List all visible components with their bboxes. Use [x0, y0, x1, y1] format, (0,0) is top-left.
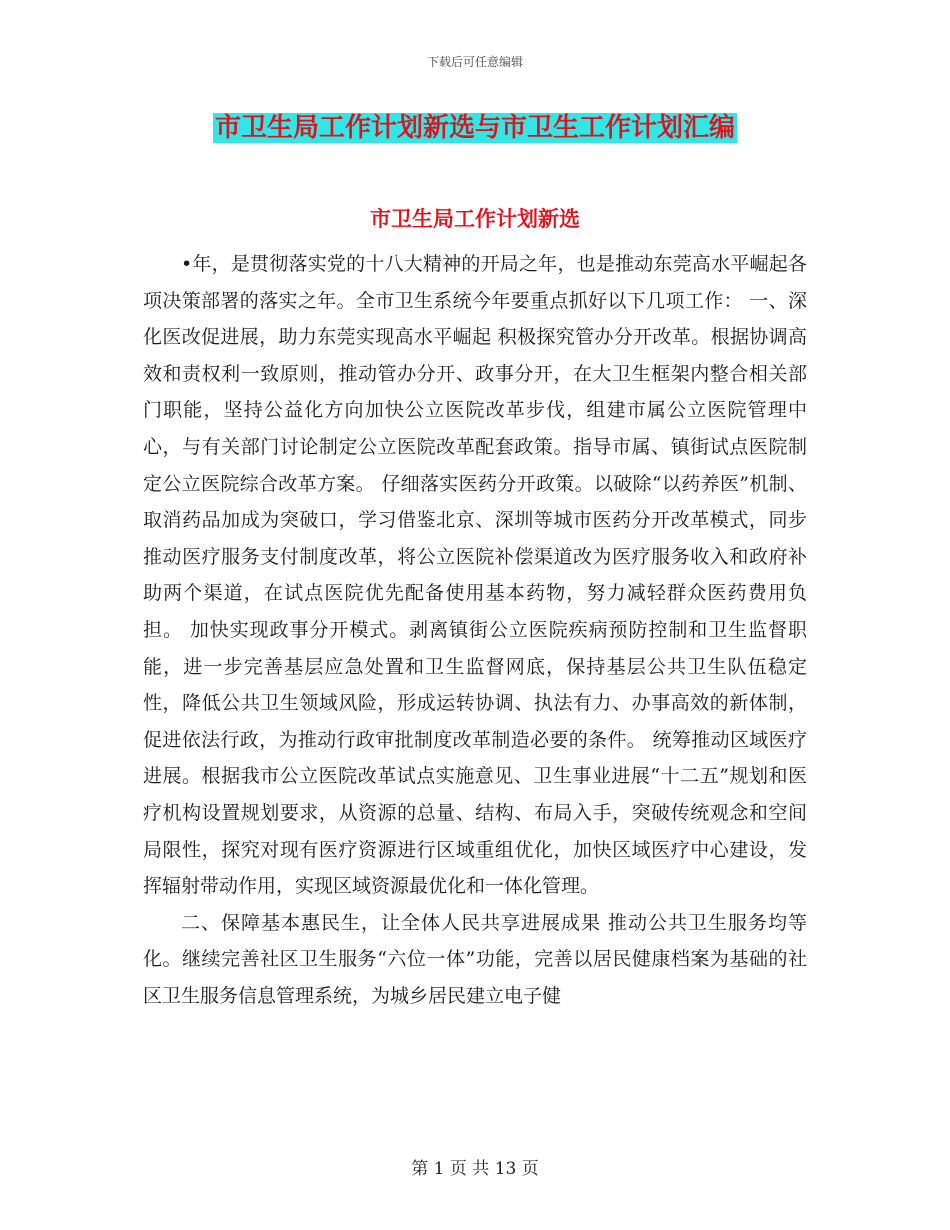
- body-paragraph-2: 二、保障基本惠民生，让全体人民共享进展成果 推动公共卫生服务均等化。继续完善社区卫生服务“六位一体”功能，完善以居民健康档案为基础的社区卫生服务信息管理系统，为城乡居民建立电子健: [143, 911, 807, 1007]
- page-number-footer: 第 1 页 共 13 页: [411, 1159, 539, 1179]
- body-paragraph-1: •年，是贯彻落实党的十八大精神的开局之年，也是推动东莞高水平崛起各项决策部署的落实之年。全市卫生系统今年要重点抓好以下几项工作： 一、深化医改促进展，助力东莞实现高水平崛起 积极探究管办分开改革。根据协调高效和责权利一致原则，推动管办分开、政事分开，在大卫生框架内整合相关部门职能，坚持公益化方向加快公立医院改革步伐，组建市属公立医院管理中心，与有关部门讨论制定公立医院改革配套政策。指导市属、镇街试点医院制定公立医院综合改革方案。 仔细落实医药分开政策。以破除“以药养医”机制、取消药品加成为突破口，学习借鉴北京、深圳等城市医药分开改革模式，同步推动医疗服务支付制度改革，将公立医院补偿渠道改为医疗服务收入和政府补助两个渠道，在试点医院优先配备使用基本药物，努力减轻群众医药费用负担。 加快实现政事分开模式。剥离镇街公立医院疾病预防控制和卫生监督职能，进一步完善基层应急处置和卫生监督网底，保持基层公共卫生队伍稳定性，降低公共卫生领域风险，形成运转协调、执法有力、办事高效的新体制，促进依法行政，为推动行政审批制度改革制造必要的条件。 统筹推动区域医疗进展。根据我市公立医院改革试点实施意见、卫生事业进展“十二五”规划和医疗机构设置规划要求，从资源的总量、结构、布局入手，突破传统观念和空间局限性，探究对现有医疗资源进行区域重组优化，加快区域医疗中心建设，发挥辐射带动作用，实现区域资源最优化和一体化管理。: [143, 253, 807, 898]
- document-body: [143, 246, 807, 1014]
- document-title: [0, 112, 950, 145]
- document-title-text: 市卫生局工作计划新选与市卫生工作计划汇编: [214, 113, 735, 143]
- section-title: 市卫生局工作计划新选: [370, 207, 580, 231]
- page-header-note: 下载后可任意编辑: [426, 55, 523, 69]
